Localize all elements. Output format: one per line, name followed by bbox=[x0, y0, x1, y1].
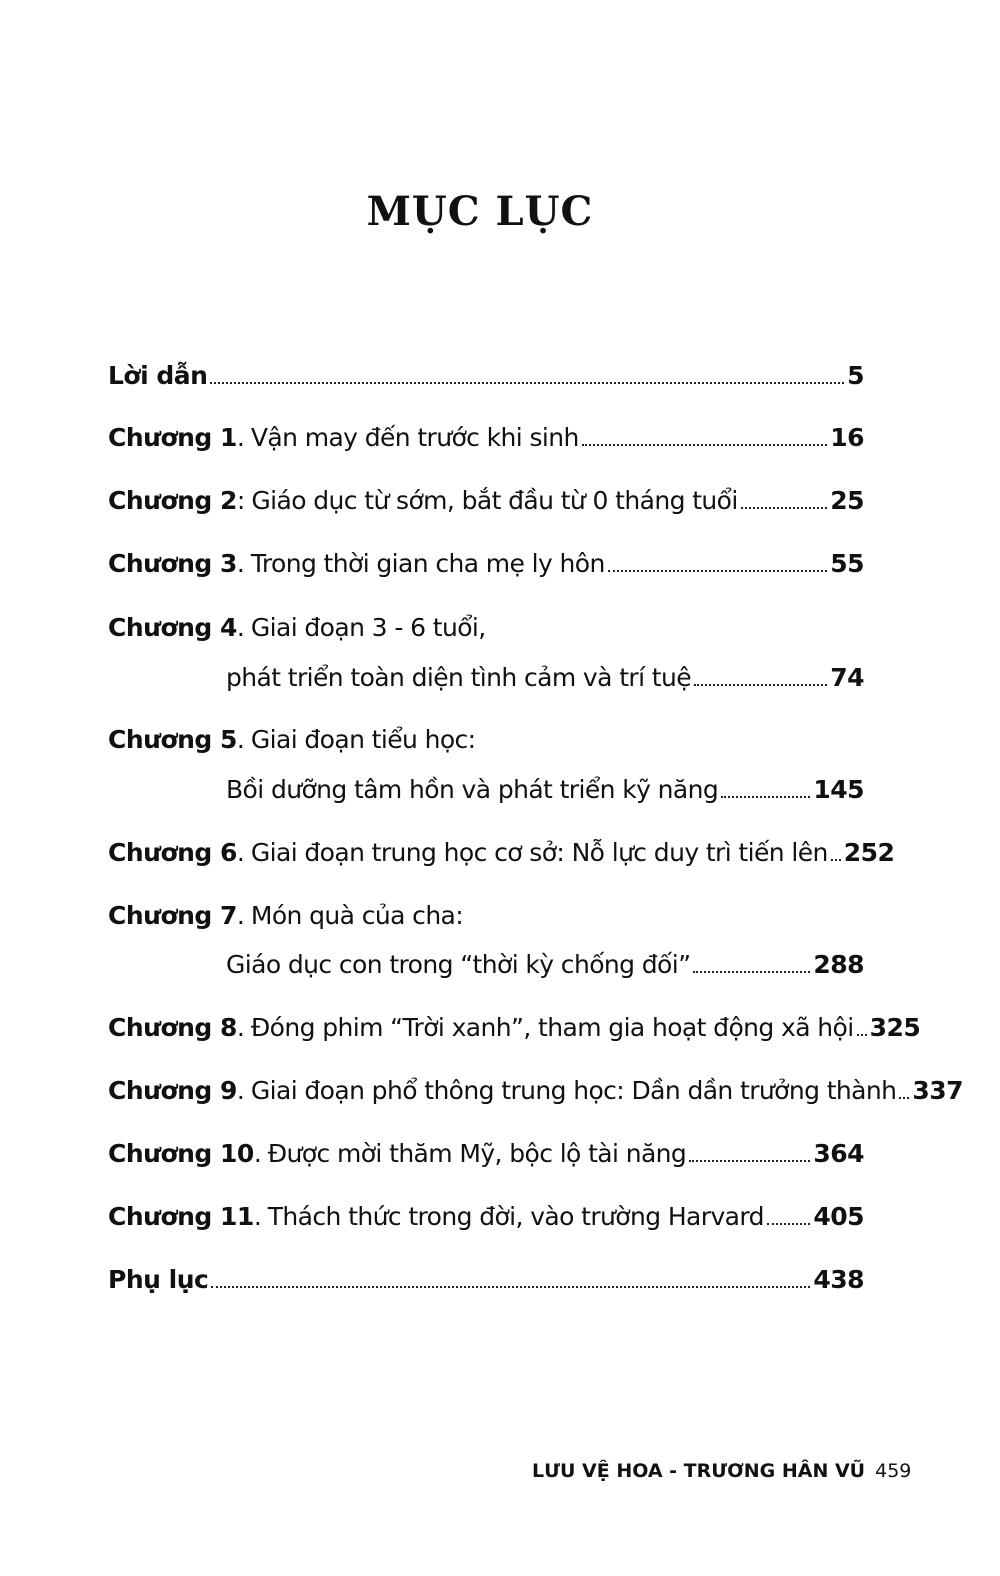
toc-separator: . bbox=[253, 1202, 262, 1231]
toc-separator: . bbox=[236, 613, 245, 642]
toc-title: Giai đoạn tiểu học: bbox=[250, 725, 476, 754]
dot-leader bbox=[689, 1159, 810, 1162]
footer-page-number: 459 bbox=[875, 1460, 912, 1482]
toc-entry-chapter-9[interactable] bbox=[108, 1073, 964, 1109]
dot-leader bbox=[721, 795, 810, 798]
toc-page-number: 288 bbox=[813, 950, 864, 979]
toc-entry-chapter-10[interactable] bbox=[108, 1136, 864, 1172]
toc-page-number: 252 bbox=[843, 838, 895, 867]
toc-page-number: 16 bbox=[830, 423, 864, 452]
toc-entry-chapter-7-continuation[interactable] bbox=[108, 947, 864, 983]
toc-page-number: 364 bbox=[813, 1139, 864, 1168]
toc-separator: . bbox=[253, 1139, 262, 1168]
toc-entry-appendix[interactable] bbox=[108, 1262, 864, 1298]
dot-leader bbox=[857, 1033, 867, 1036]
toc-page-number: 55 bbox=[830, 549, 864, 578]
dot-leader bbox=[582, 443, 827, 446]
toc-label: Lời dẫn bbox=[108, 361, 208, 390]
toc-entry-chapter-8[interactable] bbox=[108, 1010, 921, 1046]
toc-entry-chapter-3[interactable] bbox=[108, 546, 864, 582]
toc-label: Chương 6 bbox=[108, 838, 237, 867]
toc-separator: . bbox=[236, 549, 245, 578]
toc-title: Giai đoạn phổ thông trung học: Dần dần trưởng thành bbox=[250, 1076, 897, 1105]
toc-label: Phụ lục bbox=[108, 1265, 209, 1294]
toc-title-continuation: Giáo dục con trong “thời kỳ chống đối” bbox=[226, 950, 691, 979]
toc-separator: . bbox=[236, 838, 245, 867]
toc-title-continuation: Bồi dưỡng tâm hồn và phát triển kỹ năng bbox=[226, 775, 719, 804]
toc-page-number: 5 bbox=[847, 361, 864, 390]
toc-label: Chương 4 bbox=[108, 613, 237, 642]
toc-entry-chapter-4[interactable] bbox=[108, 610, 864, 646]
toc-entry-chapter-5-continuation[interactable] bbox=[108, 772, 864, 808]
toc-title: Được mời thăm Mỹ, bộc lộ tài năng bbox=[267, 1139, 687, 1168]
toc-separator: : bbox=[236, 486, 246, 515]
footer-authors: LƯU VỆ HOA - TRƯƠNG HÂN VŨ bbox=[532, 1460, 866, 1482]
toc-entry-chapter-11[interactable] bbox=[108, 1199, 864, 1235]
toc-page-number: 25 bbox=[830, 486, 864, 515]
toc-separator: . bbox=[236, 725, 245, 754]
toc-label: Chương 2 bbox=[108, 486, 237, 515]
toc-title: Đóng phim “Trời xanh”, tham gia hoạt động xã hội bbox=[250, 1013, 854, 1042]
toc-entry-chapter-5[interactable] bbox=[108, 722, 864, 758]
toc-entry-chapter-7[interactable] bbox=[108, 898, 864, 934]
dot-leader bbox=[831, 858, 841, 861]
toc-separator: . bbox=[236, 1076, 245, 1105]
toc-label: Chương 7 bbox=[108, 901, 237, 930]
dot-leader bbox=[210, 381, 844, 384]
toc-entry-intro[interactable] bbox=[108, 358, 864, 394]
toc-entry-chapter-4-continuation[interactable] bbox=[108, 660, 864, 696]
running-footer bbox=[532, 1460, 911, 1482]
toc-page-number: 325 bbox=[869, 1013, 921, 1042]
dot-leader bbox=[211, 1285, 810, 1288]
toc-title: Giai đoạn trung học cơ sở: Nỗ lực duy trì tiến lên bbox=[250, 838, 828, 867]
page-title: MỤC LỤC bbox=[366, 188, 594, 235]
toc-label: Chương 11 bbox=[108, 1202, 254, 1231]
dot-leader bbox=[899, 1096, 909, 1099]
toc-page-number: 337 bbox=[912, 1076, 964, 1105]
toc-separator: . bbox=[236, 423, 245, 452]
toc-page-number: 74 bbox=[830, 663, 864, 692]
toc-label: Chương 10 bbox=[108, 1139, 254, 1168]
toc-page-number: 438 bbox=[813, 1265, 864, 1294]
toc-entry-chapter-6[interactable] bbox=[108, 835, 895, 871]
toc-title: Giai đoạn 3 - 6 tuổi, bbox=[250, 613, 486, 642]
dot-leader bbox=[693, 970, 810, 973]
dot-leader bbox=[694, 683, 827, 686]
toc-label: Chương 5 bbox=[108, 725, 237, 754]
toc-page-number: 145 bbox=[813, 775, 864, 804]
toc-label: Chương 3 bbox=[108, 549, 237, 578]
toc-title-continuation: phát triển toàn diện tình cảm và trí tuệ bbox=[226, 663, 691, 692]
dot-leader bbox=[741, 506, 828, 509]
toc-entry-chapter-2[interactable] bbox=[108, 483, 864, 519]
dot-leader bbox=[608, 569, 827, 572]
toc-title: Thách thức trong đời, vào trường Harvard bbox=[267, 1202, 764, 1231]
toc-title: Giáo dục từ sớm, bắt đầu từ 0 tháng tuổi bbox=[251, 486, 738, 515]
toc-label: Chương 1 bbox=[108, 423, 237, 452]
toc-entry-chapter-1[interactable] bbox=[108, 420, 864, 456]
toc-separator: . bbox=[236, 901, 245, 930]
toc-separator: . bbox=[236, 1013, 245, 1042]
toc-page-number: 405 bbox=[813, 1202, 864, 1231]
toc-title: Vận may đến trước khi sinh bbox=[250, 423, 579, 452]
toc-label: Chương 9 bbox=[108, 1076, 237, 1105]
toc-title: Trong thời gian cha mẹ ly hôn bbox=[250, 549, 605, 578]
toc-label: Chương 8 bbox=[108, 1013, 237, 1042]
dot-leader bbox=[767, 1222, 810, 1225]
toc-title: Món quà của cha: bbox=[250, 901, 464, 930]
